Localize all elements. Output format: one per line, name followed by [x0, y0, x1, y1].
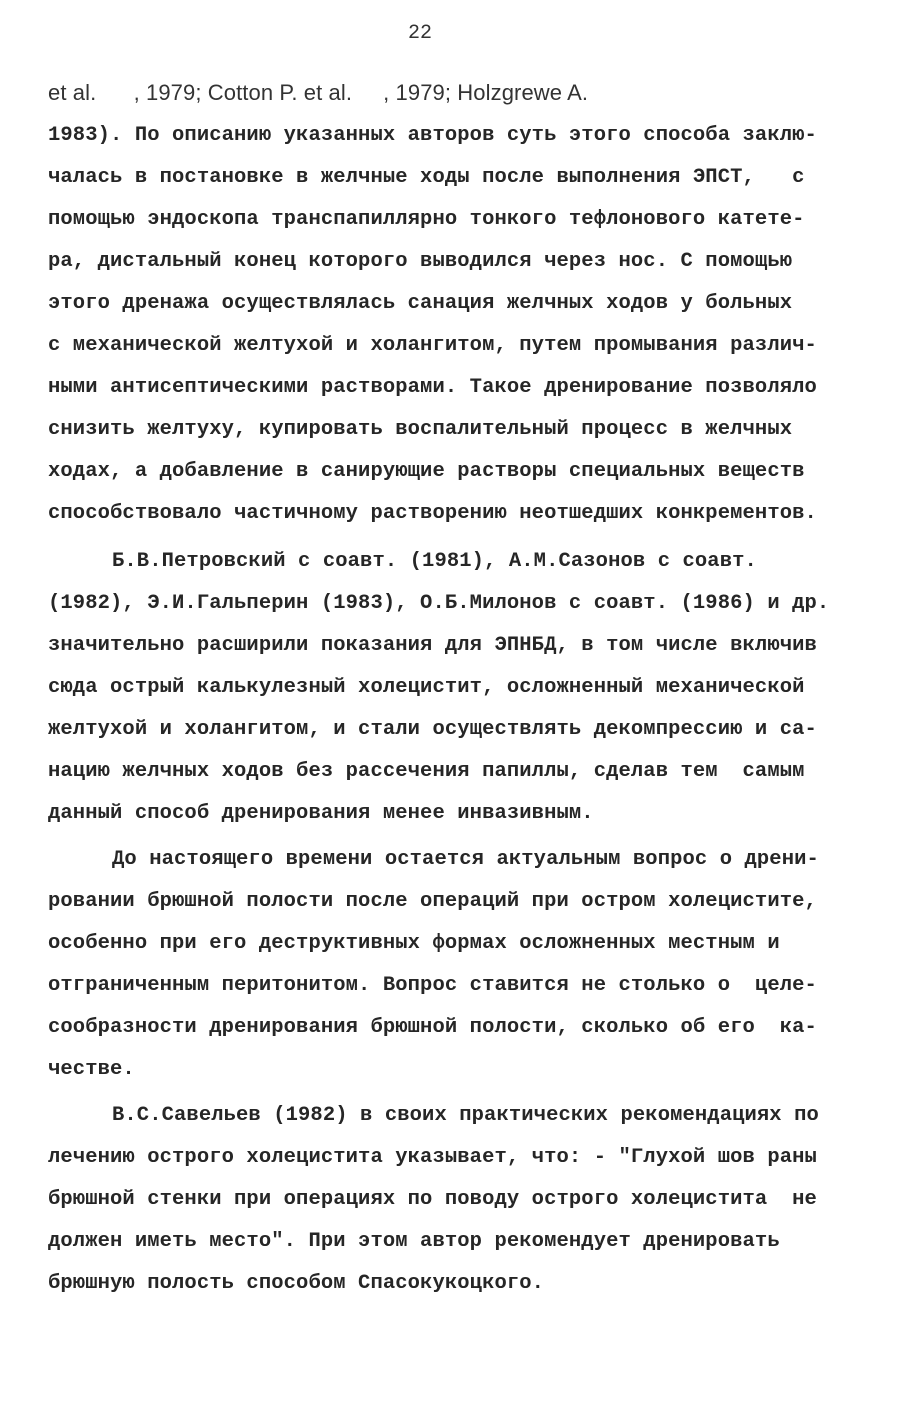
- text-line: снизить желтуху, купировать воспалительный процесс в желчных: [48, 418, 793, 441]
- text-line: et al. , 1979; Cotton P. et al. , 1979; Holzgrewe A.: [48, 80, 589, 105]
- text-line: брюшной стенки при операциях по поводу острого холецистита не: [48, 1188, 817, 1211]
- text-line: В.С.Савельев (1982) в своих практических рекомендациях по: [112, 1104, 819, 1127]
- text-line: с механической желтухой и холангитом, путем промывания различ-: [48, 334, 817, 357]
- text-line: данный способ дренирования менее инвазивным.: [48, 802, 594, 825]
- text-line: этого дренажа осуществлялась санация желчных ходов у больных: [48, 292, 793, 315]
- text-line: лечению острого холецистита указывает, что: - "Глухой шов раны: [48, 1146, 817, 1169]
- text-line: сюда острый калькулезный холецистит, осложненный механической: [48, 676, 805, 699]
- text-line: чалась в постановке в желчные ходы после выполнения ЭПСТ, с: [48, 166, 805, 189]
- text-line: отграниченным перитонитом. Вопрос ставится не столько о целе-: [48, 974, 817, 997]
- page-number: 22: [407, 22, 432, 45]
- text-line: ходах, а добавление в санирующие растворы специальных веществ: [48, 460, 805, 483]
- text-line: брюшную полость способом Спасокукоцкого.: [48, 1272, 545, 1295]
- text-line: нацию желчных ходов без рассечения папиллы, сделав тем самым: [48, 760, 805, 783]
- text-line: способствовало частичному растворению неотшедших конкрементов.: [48, 502, 817, 525]
- text-line: желтухой и холангитом, и стали осуществлять декомпрессию и са-: [48, 718, 817, 741]
- text-line: ра, дистальный конец которого выводился через нос. С помощью: [48, 250, 793, 273]
- text-line: ными антисептическими растворами. Такое дренирование позволяло: [48, 376, 817, 399]
- text-line: помощью эндоскопа транспапиллярно тонкого тефлонового катете-: [48, 208, 805, 231]
- text-line: Б.В.Петровский с соавт. (1981), А.М.Сазонов с соавт.: [112, 550, 757, 573]
- text-line: особенно при его деструктивных формах осложненных местным и: [48, 932, 780, 955]
- text-line: честве.: [48, 1058, 135, 1081]
- text-line: значительно расширили показания для ЭПНБД, в том числе включив: [48, 634, 817, 657]
- text-line: До настоящего времени остается актуальным вопрос о дрени-: [112, 848, 819, 871]
- text-line: должен иметь место". При этом автор рекомендует дренировать: [48, 1230, 780, 1253]
- text-line: (1982), Э.И.Гальперин (1983), О.Б.Милонов с соавт. (1986) и др.: [48, 592, 830, 615]
- text-line: 1983). По описанию указанных авторов суть этого способа заклю-: [48, 124, 817, 147]
- text-line: ровании брюшной полости после операций при остром холецистите,: [48, 890, 817, 913]
- text-line: сообразности дренирования брюшной полости, сколько об его ка-: [48, 1016, 817, 1039]
